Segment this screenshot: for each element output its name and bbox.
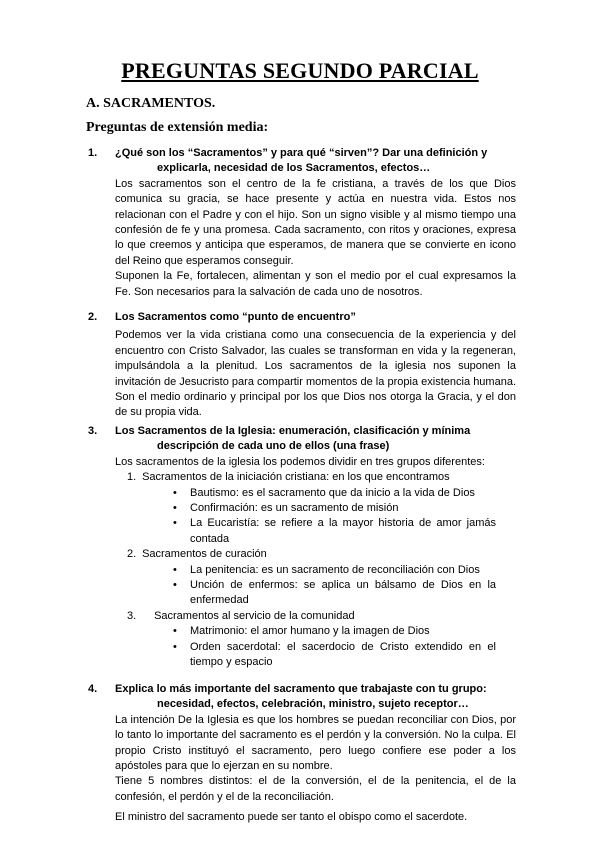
list-item-text: Orden sacerdotal: el sacerdocio de Cristo extendido en el tiempo y espacio [190, 640, 496, 669]
bullet-icon: • [173, 579, 177, 592]
category-label [115, 547, 516, 562]
bullet-icon: • [173, 486, 177, 499]
question-2-heading [88, 310, 516, 325]
answer-body [88, 328, 516, 420]
list-item [115, 486, 516, 501]
answer-body [88, 177, 516, 300]
question-heading-line: descripción de cada uno de ellos (una frase) [157, 440, 390, 453]
list-item [115, 640, 516, 671]
answer-paragraph: Tiene 5 nombres distintos: el de la conversión, el de la penitencia, el de la confesión, el perdón y el de la reconciliación. [115, 775, 516, 803]
answer-paragraph: Suponen la Fe, fortalecen, alimentan y son el medio por el cual expresamos la Fe. Son necesarios para la salvación de cada uno de nosotros. [115, 270, 516, 298]
category-number: 3. [127, 609, 137, 622]
question-heading-line: ¿Qué son los “Sacramentos” y para qué “sirven”? Dar una definición y [115, 147, 488, 159]
list-item [115, 516, 516, 547]
question-1-heading [88, 146, 516, 177]
bullet-list [115, 624, 516, 670]
list-item-text: Confirmación: es un sacramento de misión [190, 502, 399, 515]
category-label [115, 470, 516, 485]
category-text: Sacramentos de la iniciación cristiana: en los que encontramos [142, 471, 450, 484]
question-heading-line: Los Sacramentos como “punto de encuentro” [115, 311, 356, 323]
section-heading: A. SACRAMENTOS. [86, 96, 216, 111]
question-heading-line: Los Sacramentos de la Iglesia: enumeración, clasificación y mínima [115, 425, 471, 437]
bullet-icon: • [173, 517, 177, 530]
question-number: 2. [88, 311, 98, 323]
question-heading-line: explicarla, necesidad de los Sacramentos, efectos… [157, 162, 431, 175]
list-item [115, 624, 516, 639]
list-item-text: La Eucaristía: se refiere a la mayor historia de amor jamás contada [190, 517, 496, 545]
answer-paragraph: Los sacramentos son el centro de la fe cristiana, a través de los que Dios comunica su gracia, se hace presente y actúa en nuestra vida. Estos nos relacionan con el Padre y con el hijo. Son un signo visible y al mismo tiempo una confesión de fe y una promesa. Cada sacramento, con ritos y oraciones, expresa lo que creemos y anticipa que esperamos, de manera que se convierte en icono del Reino que esperamos conseguir. [115, 177, 516, 267]
answer-body [88, 713, 516, 826]
list-item-text: Bautismo: es el sacramento que da inicio a la vida de Dios [190, 486, 475, 499]
bullet-icon: • [173, 502, 177, 515]
page-title: PREGUNTAS SEGUNDO PARCIAL [121, 58, 479, 83]
bullet-icon: • [173, 563, 177, 576]
answer-body [88, 455, 516, 671]
subheading: Preguntas de extensión media: [86, 120, 269, 135]
answer-paragraph: Podemos ver la vida cristiana como una consecuencia de la experiencia y del encuentro con Cristo Salvador, las cuales se transforman en vida y la regeneran, impulsándola a la plenitud. Los sacramentos de la iglesia nos suponen la invitación de Jesucristo para compartir momentos de la propia existencia humana. Son el medio ordinario y principal por los que Dios nos otorga la Gracia, y el don de su propia vida. [115, 329, 516, 419]
category-number: 1. [127, 471, 137, 484]
question-number: 3. [88, 425, 98, 437]
answer-paragraph: El ministro del sacramento puede ser tanto el obispo como el sacerdote. [115, 811, 468, 824]
category-text: Sacramentos al servicio de la comunidad [154, 609, 355, 622]
question-2 [88, 310, 516, 421]
question-4 [88, 682, 516, 826]
category-number: 2. [127, 548, 137, 561]
category-label [115, 609, 516, 624]
category-text: Sacramentos de curación [142, 548, 267, 561]
question-3 [88, 424, 516, 671]
list-item [115, 578, 516, 609]
question-number: 1. [88, 147, 98, 159]
list-item-text: Matrimonio: el amor humano y la imagen de Dios [190, 625, 430, 638]
list-item-text: La penitencia: es un sacramento de reconciliación con Dios [190, 563, 480, 576]
question-1 [88, 146, 516, 300]
question-4-heading [88, 682, 516, 713]
bullet-icon: • [173, 640, 177, 653]
list-item [115, 501, 516, 516]
question-heading-line: Explica lo más importante del sacramento que trabajaste con tu grupo: [115, 683, 487, 695]
question-heading-line: necesidad, efectos, celebración, ministro, sujeto receptor… [157, 698, 469, 711]
answer-paragraph: La intención De la Iglesia es que los hombres se puedan reconciliar con Dios, por lo tanto lo importante del sacramento es el perdón y la conversión. No la culpa. El propio Cristo instituyó el sacramento, pero luego confiere ese poder a los apóstoles para que lo ejerzan en su nombre. [115, 713, 516, 773]
list-item-text: Unción de enfermos: se aplica un bálsamo de Dios en la enfermedad [190, 579, 496, 607]
answer-intro: Los sacramentos de la iglesia los podemos dividir en tres grupos diferentes: [115, 455, 485, 468]
question-number: 4. [88, 683, 98, 695]
bullet-list [115, 563, 516, 609]
bullet-icon: • [173, 625, 177, 638]
question-3-heading [88, 424, 516, 455]
bullet-list [115, 486, 516, 548]
list-item [115, 563, 516, 578]
